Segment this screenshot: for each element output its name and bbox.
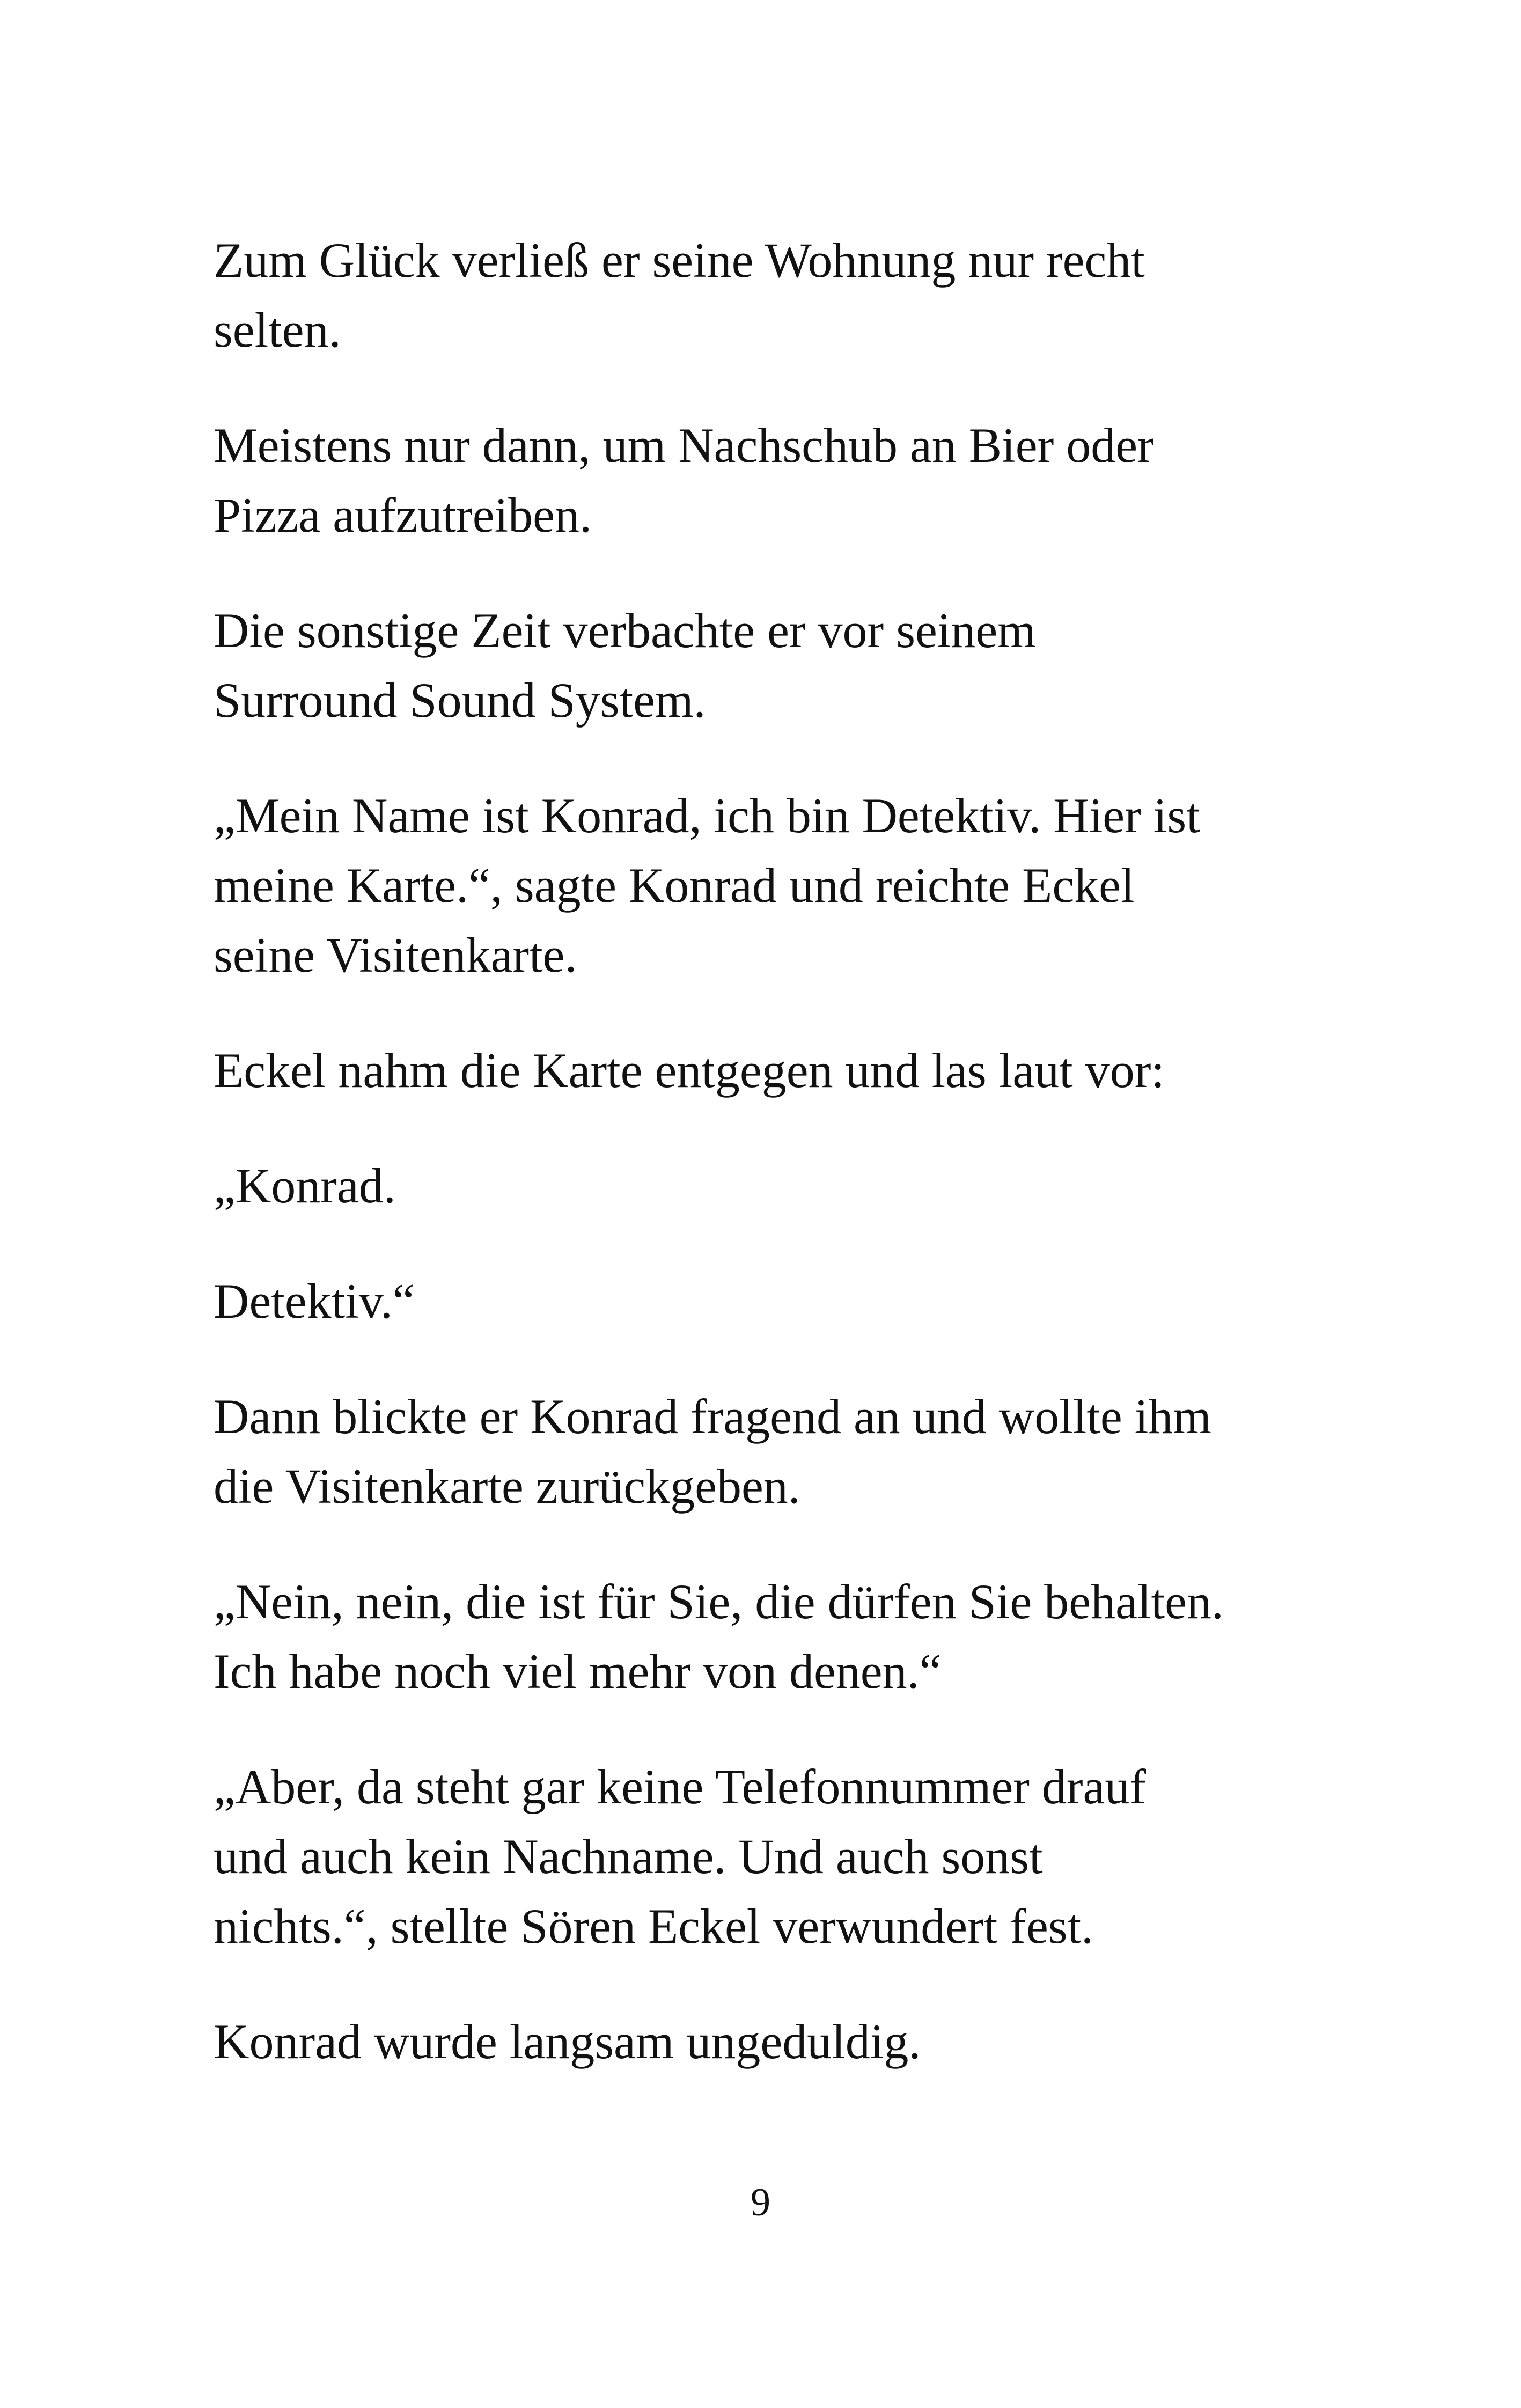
paragraph: „Mein Name ist Konrad, ich bin Detektiv. Hier ist meine Karte.“, sagte Konrad und reichte Eckel seine Visitenkarte. [214,788,1200,982]
paragraph: Die sonstige Zeit verbachte er vor seinem Surround Sound System. [214,603,1036,728]
page-number: 9 [751,2181,770,2225]
paragraph: Detektiv.“ [214,1274,415,1328]
paragraph: Zum Glück verließ er seine Wohnung nur recht selten. [214,233,1145,357]
paragraph: Dann blickte er Konrad fragend an und wollte ihm die Visitenkarte zurückgeben. [214,1389,1211,1514]
paragraph: Meistens nur dann, um Nachschub an Bier oder Pizza aufzutreiben. [214,418,1154,542]
paragraph: „Aber, da steht gar keine Telefonnummer drauf und auch kein Nachname. Und auch sonst nichts.“, stellte Sören Eckel verwundert fest. [214,1759,1147,1954]
paragraph: Eckel nahm die Karte entgegen und las laut vor: [214,1043,1165,1098]
paragraph: „Nein, nein, die ist für Sie, die dürfen Sie behalten. Ich habe noch viel mehr von denen.“ [214,1574,1224,1699]
paragraph: „Konrad. [214,1158,396,1213]
paragraph: Konrad wurde langsam ungeduldig. [214,2014,921,2069]
body-text [214,225,1329,2122]
